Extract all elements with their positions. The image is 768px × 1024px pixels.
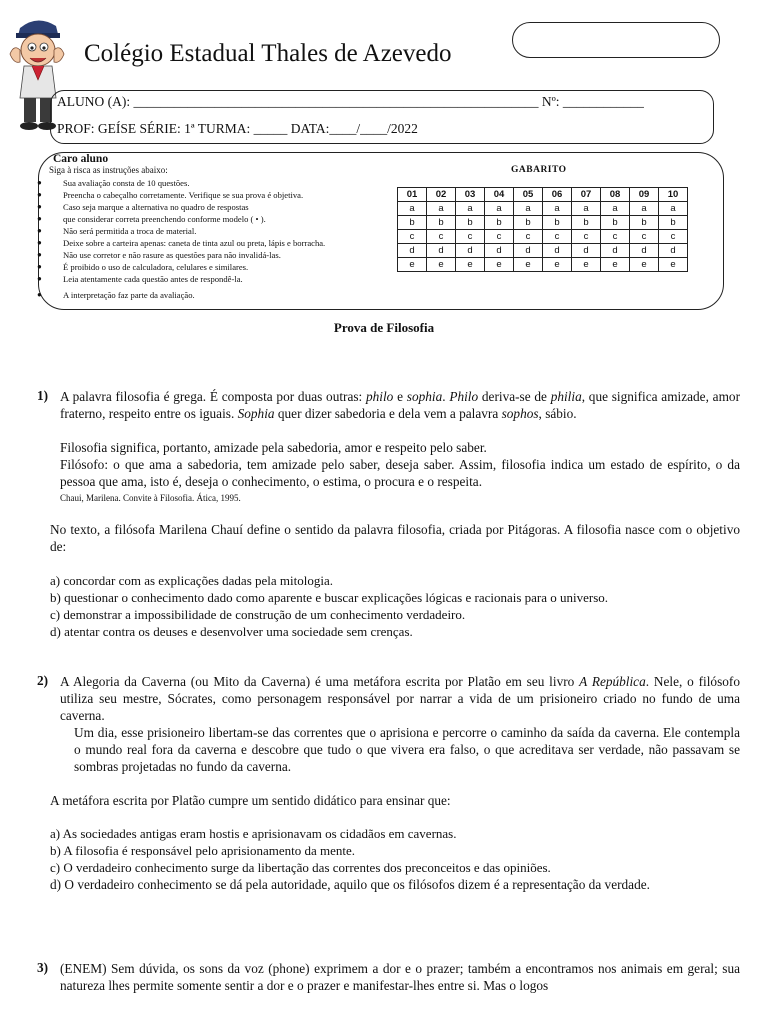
exam-title: Prova de Filosofia [333,320,435,335]
instruction-item [39,213,325,225]
gabarito-question-number: 05 [514,188,543,202]
bullet-icon: ● [37,190,42,199]
gabarito-answer-cell[interactable]: d [398,244,427,258]
gabarito-answer-cell[interactable]: b [398,216,427,230]
gabarito-answer-cell[interactable]: e [514,258,543,272]
gabarito-answer-cell[interactable]: d [601,244,630,258]
gabarito-question-number: 10 [659,188,688,202]
gabarito-answer-cell[interactable]: b [659,216,688,230]
q1-paragraph-1: A palavra filosofia é grega. É composta por duas outras: philo e sophia. Philo deriva-se de philia, que significa amizade, amor fraterno, respeito entre os iguais. Sophia quer dizer sabedoria e dela vem a palavra sophos, sábio. [60,389,740,421]
gabarito-answer-cell[interactable]: c [427,230,456,244]
gabarito-answer-cell[interactable]: c [514,230,543,244]
instruction-item [39,261,325,273]
instruction-item [39,225,325,237]
bullet-icon: ● [37,250,42,259]
answer-option[interactable]: c) O verdadeiro conhecimento surge da libertação das correntes dos preconceitos e das opiniões. [50,860,551,875]
instruction-item [39,249,325,261]
gabarito-answer-cell[interactable]: d [427,244,456,258]
gabarito-answer-cell[interactable]: b [456,216,485,230]
gabarito-answer-cell[interactable]: a [630,202,659,216]
q1-paragraph-3: Filósofo: o que ama a sabedoria, tem amizade pelo saber, deseja saber. Assim, filosofia indica um estado de espírito, o da pessoa que ama, isto é, deseja o conhecimento, o estima, o procura e o respeita. [60,457,740,489]
gabarito-answer-cell[interactable]: b [427,216,456,230]
gabarito-answer-cell[interactable]: c [630,230,659,244]
gabarito-row [398,230,688,244]
answer-option[interactable]: b) A filosofia é responsável pelo aprisionamento da mente. [50,843,356,858]
gabarito-question-number: 09 [630,188,659,202]
gabarito-answer-cell[interactable]: a [572,202,601,216]
gabarito-answer-cell[interactable]: b [601,216,630,230]
gabarito-answer-cell[interactable]: d [485,244,514,258]
q1-number: 1) [37,388,49,403]
instruction-item [39,201,325,213]
school-title: Colégio Estadual Thales de Azevedo [84,40,452,67]
gabarito-answer-cell[interactable]: e [601,258,630,272]
instructions-subtitle: Siga à risca as instruções abaixo: [49,165,168,175]
gabarito-answer-cell[interactable]: e [398,258,427,272]
instruction-text: Não use corretor e não rasure as questões para não invalidá-las. [63,250,281,260]
gabarito-answer-cell[interactable]: e [427,258,456,272]
gabarito-question-number: 07 [572,188,601,202]
answer-option[interactable]: d) atentar contra os deuses e desenvolver uma sociedade sem crenças. [50,624,413,639]
gabarito-row [398,258,688,272]
gabarito-answer-cell[interactable]: d [456,244,485,258]
bullet-icon: ● [37,290,42,299]
gabarito-answer-cell[interactable]: e [572,258,601,272]
gabarito-answer-cell[interactable]: b [630,216,659,230]
gabarito-answer-cell[interactable]: a [543,202,572,216]
instruction-text: A interpretação faz parte da avaliação. [63,290,195,300]
instruction-text: Sua avaliação consta de 10 questões. [63,178,190,188]
instruction-text: Leia atentamente cada questão antes de respondê-la. [63,274,243,284]
gabarito-answer-cell[interactable]: b [572,216,601,230]
answer-option[interactable]: a) concordar com as explicações dadas pela mitologia. [50,573,333,588]
gabarito-question-number: 08 [601,188,630,202]
q2-number: 2) [37,673,49,688]
q2-option-d[interactable]: d) O verdadeiro conhecimento se dá pela autoridade, aquilo que os filósofos dizem é a representação da verdade. [50,877,650,892]
gabarito-answer-cell[interactable]: c [456,230,485,244]
gabarito-answer-cell[interactable]: d [659,244,688,258]
instruction-text: Não será permitida a troca de material. [63,226,197,236]
q1-paragraph-2: Filosofia significa, portanto, amizade pela sabedoria, amor e respeito pelo saber. [60,440,487,455]
q2-paragraph-2: Um dia, esse prisioneiro libertam-se das correntes que o aprisiona e percorre o caminho da saída da caverna. Ele contempla o mundo real fora da caverna e descobre que tudo o que vivera era falso, o que acreditava ser verdade, não passavam se sombras projetadas no fundo da caverna. [74,725,740,774]
answer-option[interactable]: c) demonstrar a impossibilidade de construção de um conhecimento verdadeiro. [50,607,466,622]
gabarito-answer-cell[interactable]: d [572,244,601,258]
instruction-item [39,177,325,189]
instruction-text: Caso seja marque a alternativa no quadro de respostas [63,202,249,212]
gabarito-answer-cell[interactable]: b [543,216,572,230]
instructions-box [38,152,724,310]
gabarito-answer-cell[interactable]: c [398,230,427,244]
gabarito-answer-cell[interactable]: c [543,230,572,244]
q3-number: 3) [37,960,49,975]
gabarito-answer-cell[interactable]: c [485,230,514,244]
student-info-box [50,90,714,144]
gabarito-answer-cell[interactable]: d [543,244,572,258]
gabarito-answer-cell[interactable]: d [630,244,659,258]
gabarito-answer-cell[interactable]: e [630,258,659,272]
name-box[interactable] [512,22,720,58]
instruction-item [39,237,325,249]
bullet-icon: ● [37,238,42,247]
gabarito-answer-cell[interactable]: a [659,202,688,216]
gabarito-question-number: 06 [543,188,572,202]
gabarito-answer-cell[interactable]: c [572,230,601,244]
bullet-icon: ● [37,262,42,271]
gabarito-answer-cell[interactable]: a [427,202,456,216]
gabarito-header-row [398,188,688,202]
gabarito-answer-cell[interactable]: c [601,230,630,244]
gabarito-answer-cell[interactable]: b [514,216,543,230]
bullet-icon: ● [37,274,42,283]
gabarito-answer-cell[interactable]: e [659,258,688,272]
gabarito-table [397,187,688,272]
gabarito-answer-cell[interactable]: b [485,216,514,230]
q3-text: (ENEM) Sem dúvida, os sons da voz (phone) exprimem a dor e o prazer; também a encontramos nos animais em geral; sua natureza lhes permite somente sentir a dor e o prazer e manifestar-lhes entre si. Mas o logos [60,961,740,993]
q1-citation: Chaui, Marilena. Convite à Filosofia. Ática, 1995. [60,493,241,503]
bullet-icon: ● [37,178,42,187]
gabarito-question-number: 01 [398,188,427,202]
instruction-item [39,189,325,201]
gabarito-answer-cell[interactable]: e [543,258,572,272]
gabarito-answer-cell[interactable]: a [601,202,630,216]
instruction-text: que considerar correta preenchendo conforme modelo ( • ). [63,214,266,224]
instruction-item [39,289,325,301]
gabarito-answer-cell[interactable]: a [456,202,485,216]
answer-option[interactable]: b) questionar o conhecimento dado como aparente e buscar explicações lógicas e racionais para o universo. [50,590,609,605]
gabarito-title: GABARITO [511,165,567,175]
gabarito-question-number: 03 [456,188,485,202]
instruction-text: É proibido o uso de calculadora, celulares e similares. [63,262,249,272]
q2-stem: A metáfora escrita por Platão cumpre um sentido didático para ensinar que: [50,793,451,808]
gabarito-answer-cell[interactable]: d [514,244,543,258]
bullet-icon: ● [37,214,42,223]
instruction-text: Preencha o cabeçalho corretamente. Verifique se sua prova é objetiva. [63,190,304,200]
gabarito-row [398,244,688,258]
instructions-list [39,177,325,301]
aluno-line[interactable]: ALUNO (A): ____________________________________________________________ Nº: ____________ [57,94,644,109]
gabarito-answer-cell[interactable]: a [398,202,427,216]
gabarito-question-number: 04 [485,188,514,202]
q1-stem: No texto, a filósofa Marilena Chauí define o sentido da palavra filosofia, criada por Pitágoras. A filosofia nasce com o objetivo de: [50,522,740,554]
gabarito-answer-cell[interactable]: e [456,258,485,272]
bullet-icon: ● [37,202,42,211]
instructions-title: Caro aluno [53,153,109,165]
q2-paragraph-1: A Alegoria da Caverna (ou Mito da Caverna) é uma metáfora escrita por Platão em seu livro A República. Nele, o filósofo utiliza seu mestre, Sócrates, como personagem responsável por narrar a vida de um prisioneiro criado no fundo de uma caverna. [60,674,740,723]
gabarito-question-number: 02 [427,188,456,202]
instruction-item [39,273,325,285]
prof-line[interactable]: PROF: GEÍSE SÉRIE: 1ª TURMA: _____ DATA:____/____/2022 [57,121,418,136]
gabarito-answer-cell[interactable]: c [659,230,688,244]
answer-option[interactable]: a) As sociedades antigas eram hostis e aprisionavam os cidadãos em cavernas. [50,826,457,841]
gabarito-answer-cell[interactable]: e [485,258,514,272]
gabarito-row [398,216,688,230]
bullet-icon: ● [37,226,42,235]
instruction-text: Deixe sobre a carteira apenas: caneta de tinta azul ou preta, lápis e borracha. [63,238,326,248]
gabarito-answer-cell[interactable]: a [514,202,543,216]
gabarito-answer-cell[interactable]: a [485,202,514,216]
gabarito-row [398,202,688,216]
